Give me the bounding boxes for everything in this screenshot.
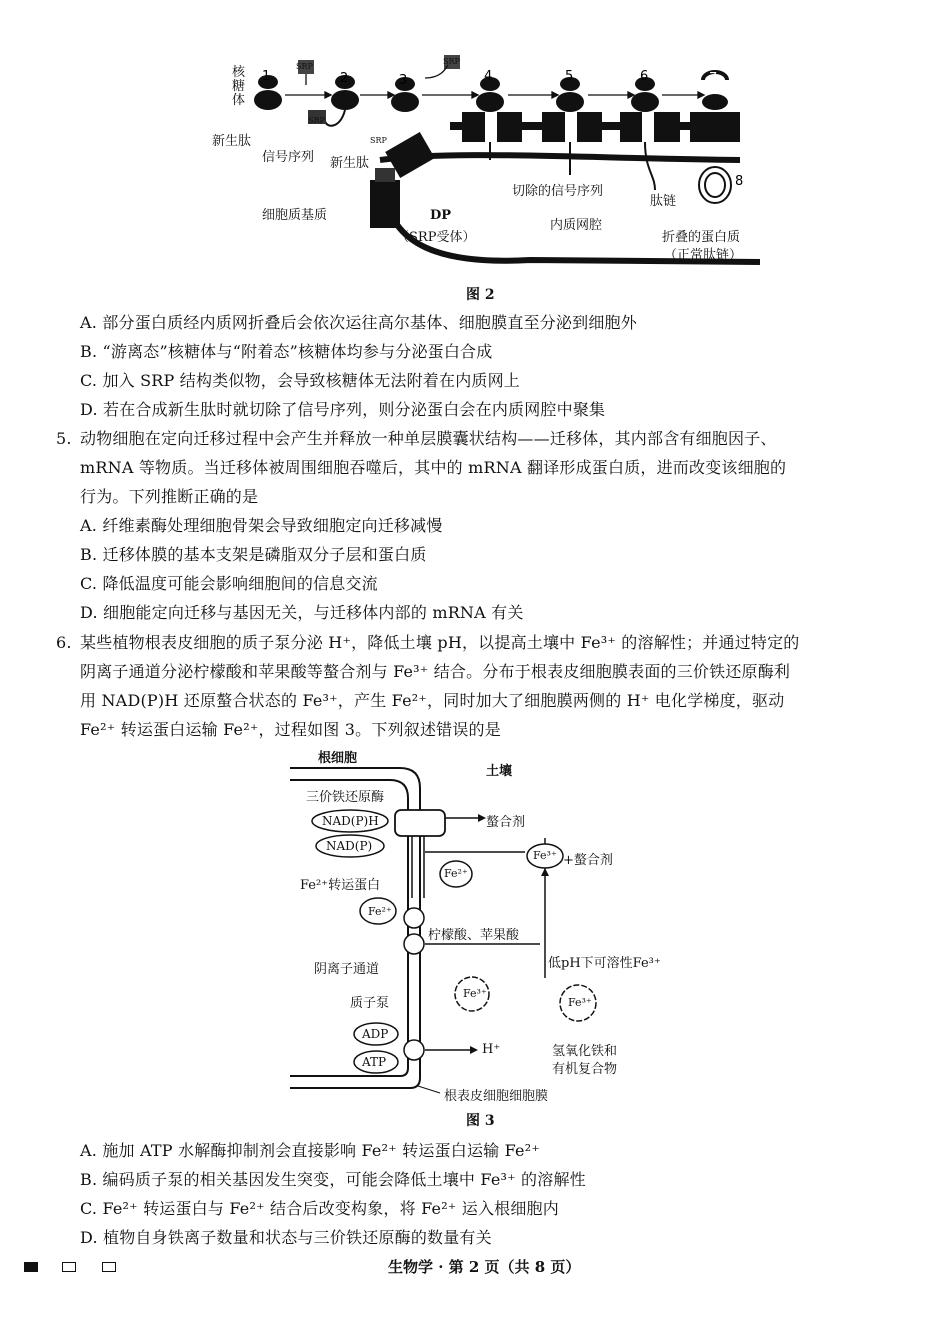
fig3-proton-pump: 质子泵	[350, 996, 390, 1011]
fig2-srp-receptor: （SRP受体）	[396, 230, 476, 245]
q5-line-3: 行为。下列推断正确的是	[80, 487, 259, 506]
fig3-chelator: 螯合剂	[486, 815, 526, 830]
footer-marker-empty-2	[102, 1262, 116, 1272]
fig2-cytoplasm-matrix: 细胞质基质	[262, 208, 328, 223]
q4-option-b: B. “游离态”核糖体与“附着态”核糖体均参与分泌蛋白合成	[80, 342, 493, 361]
footer-page-number: 生物学 · 第 2 页（共 8 页）	[388, 1258, 581, 1276]
fig3-atp: ATP	[362, 1055, 387, 1069]
fig2-normal-chain: （正常肽链）	[664, 248, 743, 263]
step-3: 3	[399, 73, 408, 88]
fig2-srp-3: SRP	[308, 116, 325, 125]
fig2-cut-signal: 切除的信号序列	[512, 184, 604, 199]
fig2-new-peptide-2: 新生肽	[330, 156, 370, 171]
q5-option-a: A. 纤维素酶处理细胞骨架会导致细胞定向迁移减慢	[80, 516, 443, 535]
fig2-er-lumen: 内质网腔	[550, 218, 603, 233]
q5-option-c: C. 降低温度可能会影响细胞间的信息交流	[80, 574, 378, 593]
fig2-peptide-chain: 肽链	[650, 194, 677, 209]
q6-option-b: B. 编码质子泵的相关基因发生突变，可能会降低土壤中 Fe³⁺ 的溶解性	[80, 1170, 586, 1189]
step-1: 1	[262, 69, 271, 84]
q6-option-d: D. 植物自身铁离子数量和状态与三价铁还原酶的数量有关	[80, 1228, 492, 1247]
q5-number: 5.	[56, 429, 72, 448]
step-2: 2	[340, 71, 349, 86]
fig3-membrane: 根表皮细胞细胞膜	[444, 1089, 549, 1104]
q5-option-d: D. 细胞能定向迁移与基因无关，与迁移体内部的 mRNA 有关	[80, 603, 524, 622]
q6-line-1: 某些植物根表皮细胞的质子泵分泌 H⁺，降低土壤 pH，以提高土壤中 Fe³⁺ 的溶解性；并通过特定的	[80, 633, 800, 652]
fig3-fe2-transporter: Fe²⁺转运蛋白	[300, 878, 381, 893]
fig3-fe2-outside: Fe²⁺	[444, 867, 468, 880]
q5-line-1: 动物细胞在定向迁移过程中会产生并释放一种单层膜囊状结构——迁移体，其内部含有细胞因子、	[80, 429, 777, 448]
q6-line-3: 用 NAD(P)H 还原螯合状态的 Fe³⁺，产生 Fe²⁺，同时加大了细胞膜两侧的 H⁺ 电化学梯度，驱动	[80, 691, 785, 710]
fig2-ribosome-label: 核 糖 体	[232, 65, 246, 108]
q5-line-2: mRNA 等物质。当迁移体被周围细胞吞噬后，其中的 mRNA 翻译形成蛋白质，进而改变该细胞的	[80, 458, 787, 477]
fig3-fe3-cloud-1: Fe³⁺	[463, 987, 487, 1000]
fig3-fe3-cloud-2: Fe³⁺	[568, 996, 592, 1009]
fig2-new-peptide-1: 新生肽	[212, 134, 252, 149]
fig3-iron-hydroxide: 氢氧化铁和	[552, 1044, 618, 1059]
fig2-srp-4: SRP	[370, 136, 387, 145]
step-6: 6	[640, 69, 649, 84]
fig3-h-plus: H⁺	[482, 1042, 501, 1057]
q4-option-a: A. 部分蛋白质经内质网折叠后会依次运往高尔基体、细胞膜直至分泌到细胞外	[80, 313, 637, 332]
fig2-folded-protein: 折叠的蛋白质	[662, 230, 741, 245]
fig3-fe3-chelator: +螯合剂	[563, 853, 613, 868]
fig2-srp-2: SRP	[443, 57, 460, 66]
fig3-soil: 土壤	[486, 764, 513, 779]
fig2-dp: DP	[430, 208, 452, 223]
footer-marker-filled	[24, 1262, 38, 1272]
q6-number: 6.	[56, 633, 72, 652]
q4-option-d: D. 若在合成新生肽时就切除了信号序列，则分泌蛋白会在内质网腔中聚集	[80, 400, 606, 419]
step-7: 7	[709, 71, 718, 86]
fig3-fe2-inside: Fe²⁺	[368, 905, 392, 918]
fig3-reductase: 三价铁还原酶	[306, 790, 385, 805]
step-5: 5	[565, 69, 574, 84]
fig3-nadp: NAD(P)	[326, 839, 373, 853]
fig3-nadph: NAD(P)H	[322, 814, 379, 828]
fig3-root-cell: 根细胞	[318, 751, 358, 766]
q6-line-2: 阴离子通道分泌柠檬酸和苹果酸等螯合剂与 Fe³⁺ 结合。分布于根表皮细胞膜表面的三价铁还原酶利	[80, 662, 791, 681]
fig3-anion-channel: 阴离子通道	[314, 962, 380, 977]
step-4: 4	[484, 69, 493, 84]
q4-option-c: C. 加入 SRP 结构类似物，会导致核糖体无法附着在内质网上	[80, 371, 520, 390]
figure-2-caption: 图 2	[466, 287, 495, 303]
fig3-citric-malic: 柠檬酸、苹果酸	[428, 928, 520, 943]
fig3-low-ph: 低pH下可溶性Fe³⁺	[548, 956, 661, 971]
dp-receptor	[370, 132, 435, 228]
step-8: 8	[735, 174, 744, 189]
fig3-adp: ADP	[362, 1027, 389, 1041]
q5-option-b: B. 迁移体膜的基本支架是磷脂双分子层和蛋白质	[80, 545, 427, 564]
figure-3-caption: 图 3	[466, 1113, 495, 1129]
q6-option-a: A. 施加 ATP 水解酶抑制剂会直接影响 Fe²⁺ 转运蛋白运输 Fe²⁺	[80, 1141, 540, 1160]
q6-option-c: C. Fe²⁺ 转运蛋白与 Fe²⁺ 结合后改变构象，将 Fe²⁺ 运入根细胞内	[80, 1199, 559, 1218]
fig3-organic-complex: 有机复合物	[552, 1062, 618, 1077]
fig3-fe3-in-circle: Fe³⁺	[533, 849, 557, 862]
q6-line-4: Fe²⁺ 转运蛋白运输 Fe²⁺，过程如图 3。下列叙述错误的是	[80, 720, 501, 739]
fig2-signal-sequence: 信号序列	[262, 150, 315, 165]
footer-marker-empty-1	[62, 1262, 76, 1272]
fig2-srp-1: SRP	[296, 62, 313, 71]
